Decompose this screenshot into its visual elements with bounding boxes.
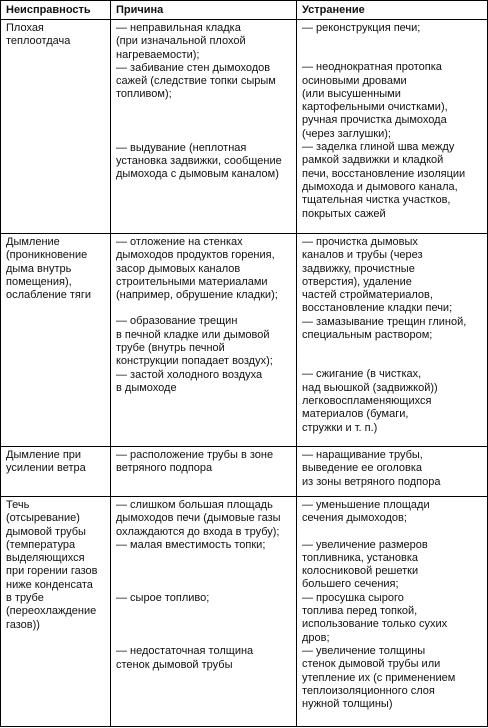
fix-item: — заделка глиной шва между рамкой задвижки и кладкой печи, восстановление изоляции дымохода и дымового канала, тщательная чистка участков, покрытых сажей — [302, 141, 466, 220]
fix-cell — [297, 447, 488, 497]
spacer — [302, 342, 484, 368]
spacer — [116, 605, 293, 645]
fault-text: Течь (отсыревание) дымовой трубы (температура выделяющихся при горении газов ниже конденсата в трубе (переохлаждение газов)) — [6, 499, 98, 631]
cause-item: — образование трещин в печной кладке или дымовой трубе (внутрь печной конструкции попадает воздух); — [116, 315, 273, 368]
header-row — [1, 1, 488, 20]
spacer — [302, 526, 484, 539]
cause-item: — малая вместимость топки; — [116, 538, 266, 551]
table-row — [1, 20, 488, 234]
cause-item: — расположение трубы в зоне ветряного подпора — [116, 449, 274, 475]
header-fault: Неисправность — [1, 1, 111, 20]
cause-cell — [111, 497, 297, 727]
fault-cell — [1, 234, 111, 447]
fix-item: — сжигание (в чистках, над вьюшкой (задвижкой)) легковоспламеняющихся материалов (бумаги, стружки и т. п.) — [302, 368, 438, 434]
fix-item: — реконструкция печи; — [302, 22, 421, 34]
cause-item: — неправильная кладка (при изначальной плохой нагреваемости); — [116, 22, 246, 61]
cause-item: — отложение на стенках дымоходов продуктов горения, засор дымовых каналов строительными материалами (например, обрушение кладки); — [116, 236, 278, 302]
cause-item: — забивание стен дымоходов сажей (следствие топки сырым топливом); — [116, 61, 276, 101]
cause-cell — [111, 234, 297, 447]
table-row — [1, 497, 488, 727]
fix-item: — прочистка дымовых каналов и трубы (через задвижку, прочистные отверстия), удаление частей стройматериалов, восстановление кладки печи; — [302, 236, 453, 315]
fault-text: Плохая теплоотдача — [6, 22, 71, 48]
fix-item: — неоднократная протопка осиновыми дровами (или высушенными картофельными очистками), ручная прочистка дымохода (через заглушки); — [302, 61, 448, 140]
cause-item: — выдувание (неплотная установка задвижки, сообщение дымохода с дымовым каналом) — [116, 141, 282, 181]
table-row — [1, 234, 488, 447]
header-cause: Причина — [111, 1, 297, 20]
cause-cell — [111, 447, 297, 497]
cause-item: — слишком большая площадь дымоходов печи (дымовые газы охлаждаются до входа в трубу); — [116, 499, 281, 538]
cause-item: — застой холодного воздуха в дымоходе — [116, 368, 263, 394]
spacer — [116, 552, 293, 592]
table-row — [1, 447, 488, 497]
fault-text: Дымление при усилении ветра — [6, 449, 86, 475]
fix-cell — [297, 20, 488, 234]
fix-cell — [297, 497, 488, 727]
fix-item: — уменьшение площади сечения дымоходов; — [302, 499, 430, 525]
fault-text: Дымление (проникновение дыма внутрь помещения), ослабление тяги — [6, 236, 92, 302]
fix-item: — наращивание трубы, выведение ее оголовка из зоны ветряного подпора — [302, 449, 441, 488]
fault-cell — [1, 447, 111, 497]
cause-cell — [111, 20, 297, 234]
cause-item: — сырое топливо; — [116, 592, 210, 605]
fault-cell — [1, 497, 111, 727]
spacer — [116, 302, 293, 315]
spacer — [116, 102, 293, 142]
cause-item: — недостаточная толщина стенок дымовой трубы — [116, 645, 254, 671]
header-fix: Устранение — [297, 1, 488, 20]
fix-cell — [297, 234, 488, 447]
fault-cell — [1, 20, 111, 234]
fix-item: — просушка сырого топлива перед топкой, использование только сухих дров; — [302, 591, 448, 644]
spacer — [302, 35, 484, 61]
fix-item: — увеличение толщины стенок дымовой трубы или утепление их (с применением теплоизоляционного слоя нужной толщины) — [302, 644, 456, 711]
fix-item: — замазывание трещин глиной, специальным раствором; — [302, 315, 467, 342]
fix-item: — увеличение размеров топливника, установка колосниковой решетки большего сечения; — [302, 538, 428, 591]
